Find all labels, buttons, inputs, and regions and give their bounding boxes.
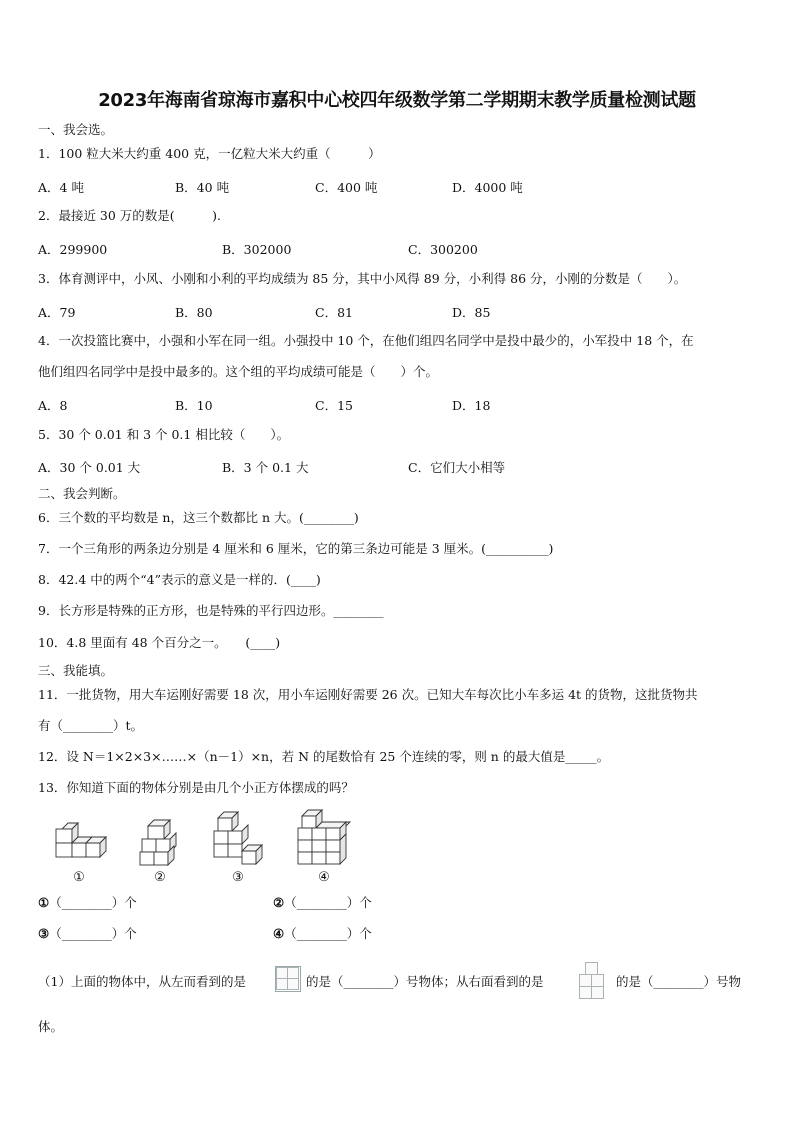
q5-option-b[interactable]: B．3 个 0.1 大 xyxy=(222,460,309,475)
q2-option-c[interactable]: C．300200 xyxy=(408,242,478,257)
q5-option-a[interactable]: A．30 个 0.01 大 xyxy=(38,460,141,475)
answer-row-2[interactable] xyxy=(273,895,372,911)
q3-option-a[interactable]: A．79 xyxy=(38,305,76,320)
q2-option-b[interactable]: B．302000 xyxy=(222,242,292,257)
q3-option-d[interactable]: D．85 xyxy=(452,305,491,320)
figure-label-4: ④ xyxy=(318,870,330,885)
answer-blank-4[interactable]: （________）个 xyxy=(284,926,372,941)
figure-label-1: ① xyxy=(73,870,85,885)
section-heading-choice: 一、我会选。 xyxy=(38,122,114,137)
answer-blank-3[interactable]: （________）个 xyxy=(49,926,137,941)
q4-option-c[interactable]: C．15 xyxy=(315,398,353,413)
answer-mark-4: ④ xyxy=(273,926,285,941)
answer-mark-2: ② xyxy=(273,895,285,910)
q5-option-c[interactable]: C．它们大小相等 xyxy=(408,460,506,475)
question-11-line-1: 11．一批货物，用大车运刚好需要 18 次，用小车运刚好需要 26 次。已知大车每次比小车多运 4t 的货物，这批货物共 xyxy=(38,687,698,702)
answer-row-1[interactable] xyxy=(38,895,137,911)
sub-question-1-part-a: （1）上面的物体中，从左而看到的是 xyxy=(38,974,246,989)
question-7-text: 7．一个三角形的两条边分别是 4 厘米和 6 厘米，它的第三条边可能是 3 厘米。(__________) xyxy=(38,541,554,556)
q4-option-b[interactable]: B．10 xyxy=(175,398,213,413)
question-13-text: 13．你知道下面的物体分别是由几个小正方体摆成的吗？ xyxy=(38,780,354,795)
cube-figure-1 xyxy=(56,823,106,857)
question-11-line-2: 有（________）t。 xyxy=(38,718,144,733)
figure-label-3: ③ xyxy=(232,870,244,885)
section-heading-fill: 三、我能填。 xyxy=(38,663,114,678)
question-9-text: 9．长方形是特殊的正方形，也是特殊的平行四边形。________ xyxy=(38,603,384,618)
answer-blank-1[interactable]: （________）个 xyxy=(49,895,137,910)
section-heading-judge: 二、我会判断。 xyxy=(38,486,126,501)
question-6-text: 6．三个数的平均数是 n，这三个数都比 n 大。(________) xyxy=(38,510,359,525)
cube-figure-2 xyxy=(140,820,176,865)
sub-question-1-part-c: 的是（________）号物 xyxy=(616,974,742,989)
question-4-line-2: 他们组四名同学中是投中最多的。这个组的平均成绩可能是（ ）个。 xyxy=(38,364,439,379)
question-5-text: 5．30 个 0.01 和 3 个 0.1 相比较（ ）。 xyxy=(38,427,290,442)
left-view-grid-icon xyxy=(275,966,301,992)
question-1-text: 1．100 粒大米大约重 400 克，一亿粒大米大约重（ ） xyxy=(38,146,381,161)
right-view-grid-icon xyxy=(579,962,605,999)
q3-option-c[interactable]: C．81 xyxy=(315,305,353,320)
question-2-text: 2．最接近 30 万的数是( ). xyxy=(38,208,222,223)
question-10-text: 10．4.8 里面有 48 个百分之一。 (____) xyxy=(38,635,281,650)
answer-mark-1: ① xyxy=(38,895,50,910)
cube-figure-4 xyxy=(298,810,350,864)
answer-row-3[interactable] xyxy=(38,926,137,942)
answer-row-4[interactable] xyxy=(273,926,372,942)
question-8-text: 8．42.4 中的两个“4”表示的意义是一样的．(____) xyxy=(38,572,321,587)
q4-option-a[interactable]: A．8 xyxy=(38,398,68,413)
cube-figures xyxy=(52,808,352,870)
question-12-text: 12．设 N＝1×2×3×……×（n－1）×n，若 N 的尾数恰有 25 个连续的零，则 n 的最大值是_____。 xyxy=(38,749,610,764)
q1-option-d[interactable]: D．4000 吨 xyxy=(452,180,523,195)
answer-mark-3: ③ xyxy=(38,926,50,941)
question-3-text: 3．体育测评中，小风、小刚和小利的平均成绩为 85 分，其中小风得 89 分，小利得 86 分，小刚的分数是（ ）。 xyxy=(38,271,687,286)
question-4-line-1: 4．一次投篮比赛中，小强和小军在同一组。小强投中 10 个，在他们组四名同学中是投中最少的，小军投中 18 个，在 xyxy=(38,333,694,348)
figure-label-2: ② xyxy=(154,870,166,885)
q1-option-a[interactable]: A．4 吨 xyxy=(38,180,84,195)
q1-option-c[interactable]: C．400 吨 xyxy=(315,180,378,195)
q1-option-b[interactable]: B．40 吨 xyxy=(175,180,230,195)
sub-question-1-part-d: 体。 xyxy=(38,1019,64,1034)
q4-option-d[interactable]: D．18 xyxy=(452,398,491,413)
page-title: 2023年海南省琼海市嘉积中心校四年级数学第二学期期末教学质量检测试题 xyxy=(98,90,696,111)
q3-option-b[interactable]: B．80 xyxy=(175,305,213,320)
cube-figure-3 xyxy=(214,812,262,864)
sub-question-1-part-b: 的是（________）号物体；从右面看到的是 xyxy=(306,974,544,989)
q2-option-a[interactable]: A．299900 xyxy=(38,242,108,257)
answer-blank-2[interactable]: （________）个 xyxy=(284,895,372,910)
